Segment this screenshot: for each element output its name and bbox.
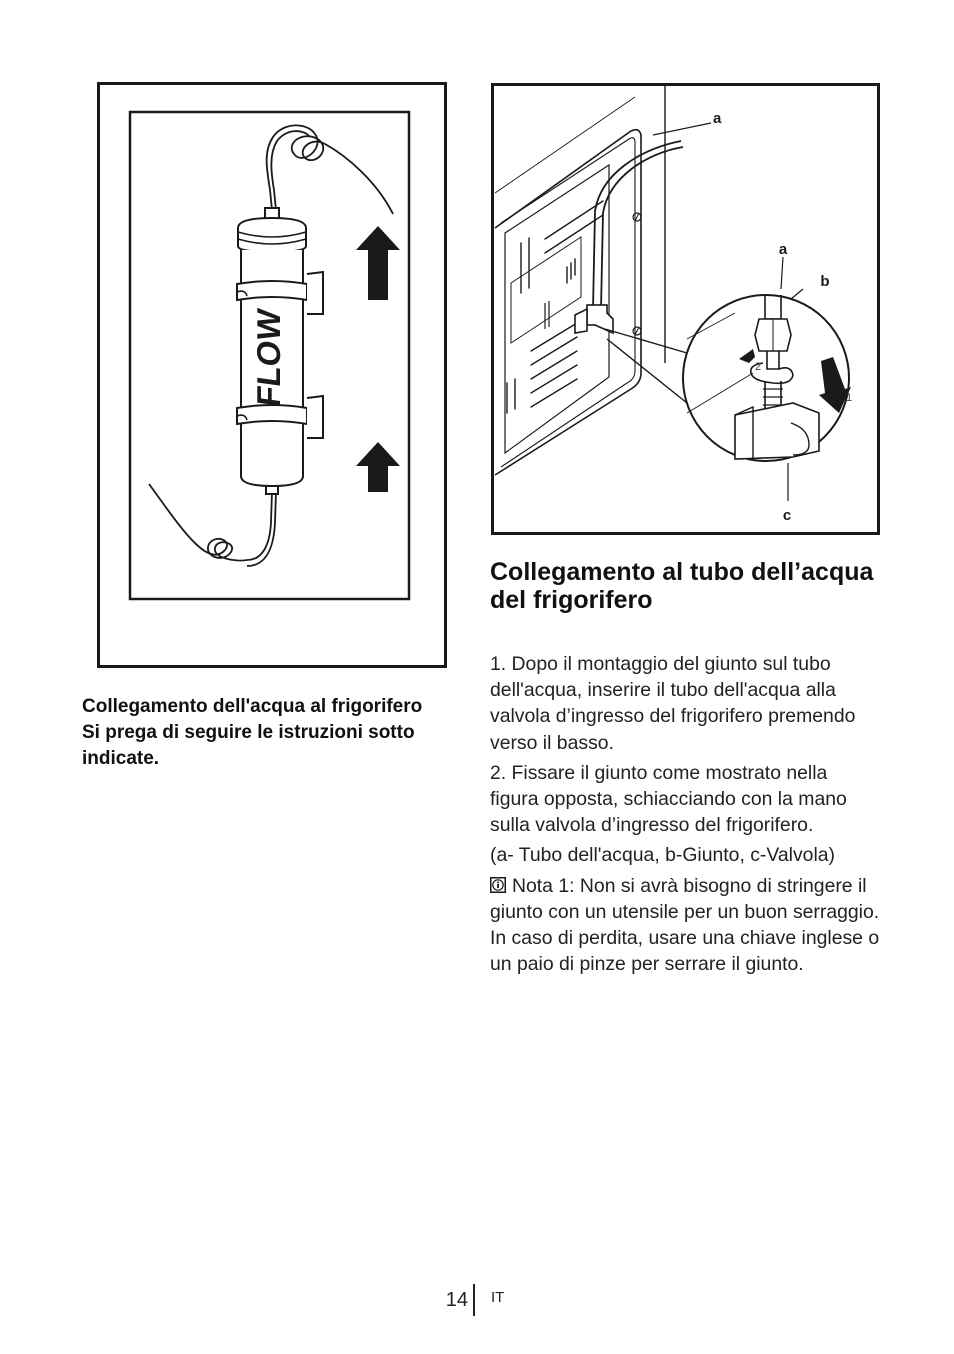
- callout-a-detail: a: [778, 241, 788, 258]
- step-2-paragraph: 2. Fissare il giunto come mostrato nella figura opposta, schiacciando con la mano sulla valvola d’ingresso del frigorifero.: [490, 761, 847, 837]
- step-1-paragraph: 1. Dopo il montaggio del giunto sul tubo dell'acqua, inserire il tubo dell'acqua alla valvola d’ingresso del frigorifero premendo verso il basso.: [490, 653, 856, 754]
- note-text: Nota 1: Non si avrà bisogno di stringere il giunto con un utensile per un buon serraggio. In caso di perdita, usare una chiave inglese o un paio di pinze per serrare il giunto.: [490, 874, 880, 976]
- footer-divider: [473, 1284, 475, 1316]
- language-code: IT: [491, 1289, 505, 1306]
- legend-paragraph: (a- Tubo dell'acqua, b-Giunto, c-Valvola): [490, 844, 836, 867]
- page-footer: [437, 1284, 517, 1318]
- callout-a-top: a: [713, 110, 722, 127]
- section-title: Collegamento al tubo dell’acqua del frigorifero: [490, 558, 874, 614]
- step-label-1: 1: [845, 392, 853, 404]
- instructions-body: [490, 651, 880, 981]
- note-paragraph: [490, 873, 880, 978]
- valve-connection-figure: [491, 83, 880, 535]
- water-connection-caption: [82, 694, 467, 772]
- page-number: 14: [445, 1289, 468, 1311]
- callout-c: c: [782, 507, 792, 524]
- flow-label: FLOW: [251, 306, 288, 410]
- caption-title: Collegamento dell'acqua al frigorifero: [82, 696, 423, 717]
- callout-b: b: [820, 273, 830, 290]
- water-filter-figure: [97, 82, 447, 668]
- info-icon: [490, 877, 506, 893]
- caption-subtitle: Si prega di seguire le istruzioni sotto indicate.: [82, 722, 415, 769]
- step-label-2: 2: [754, 361, 762, 373]
